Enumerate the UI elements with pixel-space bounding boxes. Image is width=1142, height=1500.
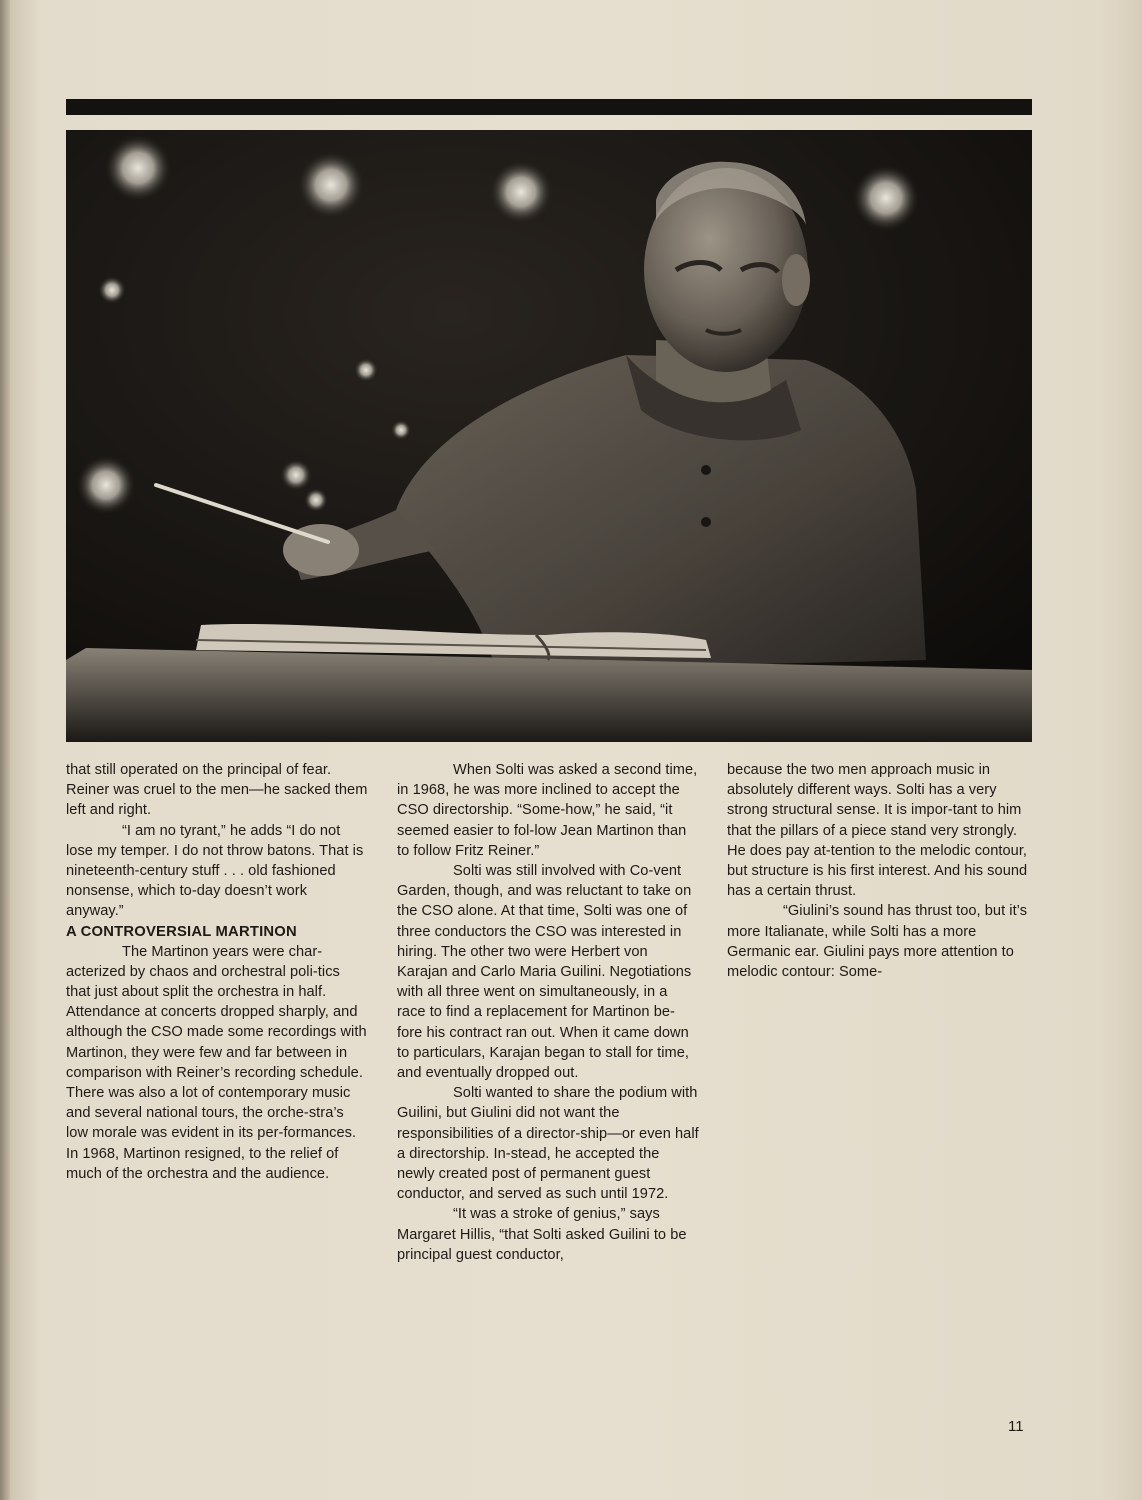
text-column-1	[66, 760, 368, 1184]
paragraph: When Solti was asked a second time, in 1968, he was more inclined to accept the CSO directorship. “Some-how,” he said, “it seemed easier to fol-low Jean Martinon than to follow Fritz Reiner.”	[397, 762, 698, 859]
paragraph: “It was a stroke of genius,” says Margaret Hillis, “that Solti asked Guilini to be principal guest conductor,	[397, 1206, 687, 1263]
conductor-photo	[66, 130, 1032, 742]
section-subhead: A CONTROVERSIAL MARTINON	[66, 923, 297, 940]
paragraph: “Giulini’s sound has thrust too, but it’s more Italianate, while Solti has a more Germanic ear. Giulini pays more attention to melodic contour: Some-	[727, 903, 1028, 981]
conductor-photo-illustration	[66, 130, 1032, 742]
paragraph: Solti wanted to share the podium with Guilini, but Giulini did not want the responsibilities of a director-ship—or even half a directorship. In-stead, he accepted the newly created post of permanent guest conductor, and served as such until 1972.	[397, 1085, 699, 1203]
page-spine	[0, 0, 10, 1500]
text-column-2	[397, 760, 699, 1265]
header-rule	[66, 99, 1032, 115]
paragraph: The Martinon years were char-acterized by chaos and orchestral poli-tics that just about split the orchestra in half. Attendance at concerts dropped sharply, and although the CSO made some recordings with Martinon, they were few and far between in comparison with Reiner’s recording schedule. There was also a lot of contemporary music and several national tours, the orche-stra’s low morale was evident in its per-formances. In 1968, Martinon resigned, to the relief of much of the orchestra and the audience.	[66, 943, 367, 1182]
paragraph: that still operated on the principal of fear. Reiner was cruel to the men—he sacked them left and right.	[66, 762, 368, 819]
paragraph: because the two men approach music in absolutely different ways. Solti has a very strong structural sense. It is impor-tant to him that the pillars of a piece stand very strongly. He does pay at-tention to the melodic contour, but structure is his first interest. And his sound has a certain thrust.	[727, 762, 1028, 900]
paragraph: Solti was still involved with Co-vent Garden, though, and was reluctant to take on the CSO alone. At that time, Solti was one of three conductors the CSO was interested in hiring. The other two were Herbert von Karajan and Carlo Maria Guilini. Negotiations with all three went on simultaneously, in a race to find a replacement for Martinon be-fore his contract ran out. When it came down to particulars, Karajan began to stall for time, and eventually dropped out.	[397, 863, 692, 1082]
text-column-3	[727, 760, 1029, 982]
page-number: 11	[1008, 1418, 1024, 1435]
paragraph: “I am no tyrant,” he adds “I do not lose my temper. I do not throw batons. That is nineteenth-century stuff . . . old fashioned nonsense, which to-day doesn’t work anyway.”	[66, 822, 364, 920]
